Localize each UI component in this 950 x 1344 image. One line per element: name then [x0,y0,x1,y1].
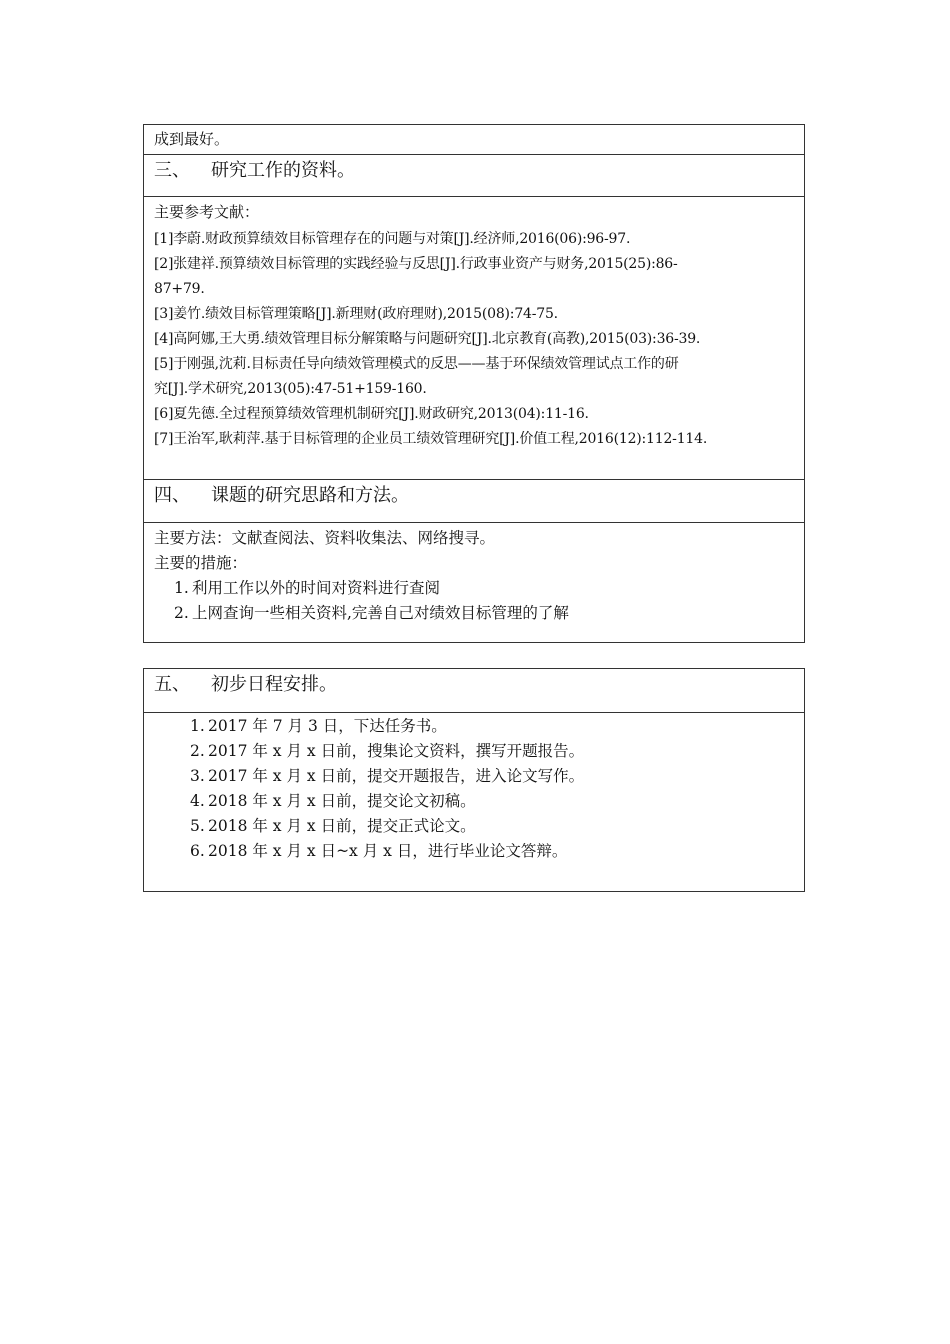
schedule-item [154,789,794,814]
references-title: 主要参考文献： [154,203,260,221]
schedule-item-number: 6. [190,842,205,860]
list-item-number: 1. [174,579,189,597]
schedule-item [154,764,794,789]
reference-line: [2]张建祥.预算绩效目标管理的实践经验与反思[J].行政事业资产与财务,2015(25):86- [154,256,678,272]
schedule-item-text: 2018 年 x 月 x 日前，提交论文初稿。 [208,792,476,810]
schedule-item-text: 2017 年 7 月 3 日，下达任务书。 [208,717,447,735]
schedule-item-number: 2. [190,742,205,760]
schedule-row [144,713,804,891]
section-5-heading-row [144,669,804,713]
section-4-number: 四、 [154,485,190,506]
reference-line: [6]夏先德.全过程预算绩效管理机制研究[J].财政研究,2013(04):11-16. [154,406,589,422]
schedule-item-text: 2017 年 x 月 x 日前，搜集论文资料，撰写开题报告。 [208,742,585,760]
section-4-heading-row [144,480,804,523]
proposal-table-2 [143,668,805,892]
schedule-item [154,714,794,739]
schedule-item-number: 5. [190,817,205,835]
section-3-title: 研究工作的资料。 [211,160,355,181]
list-item [154,576,794,601]
section-4-title: 课题的研究思路和方法。 [211,485,409,506]
schedule-item-text: 2017 年 x 月 x 日前，提交开题报告，进入论文写作。 [208,767,585,785]
reference-line: [3]姜竹.绩效目标管理策略[J].新理财(政府理财),2015(08):74-75. [154,306,558,322]
reference-line: 87+79. [154,281,205,297]
methods-row [144,523,804,642]
schedule-item-number: 1. [190,717,205,735]
section-5-number: 五、 [154,674,190,695]
schedule-item-number: 3. [190,767,205,785]
reference-line: [1]李蔚.财政预算绩效目标管理存在的问题与对策[J].经济师,2016(06):96-97. [154,231,631,247]
schedule-item [154,739,794,764]
list-item [154,601,794,626]
section-3-heading-row [144,155,804,197]
reference-line: 究[J].学术研究,2013(05):47-51+159-160. [154,381,427,397]
reference-line: [5]于刚强,沈莉.目标责任导向绩效管理模式的反思——基于环保绩效管理试点工作的研 [154,356,679,372]
continued-text: 成到最好。 [154,130,230,148]
reference-line: [7]王治军,耿莉萍.基于目标管理的企业员工绩效管理研究[J].价值工程,2016(12):112-114. [154,431,708,447]
references-row [144,197,804,480]
list-item-number: 2. [174,604,189,622]
schedule-item-text: 2018 年 x 月 x 日前，提交正式论文。 [208,817,476,835]
schedule-item [154,839,794,864]
methods-text: 主要方法：文献查阅法、资料收集法、网络搜寻。 [154,529,496,547]
schedule-item [154,814,794,839]
section-5-title: 初步日程安排。 [211,674,337,695]
proposal-table-1 [143,124,805,643]
continued-text-row [144,125,804,155]
reference-line: [4]高阿娜,王大勇.绩效管理目标分解策略与问题研究[J].北京教育(高教),2015(03):36-39. [154,331,701,347]
list-item-text: 利用工作以外的时间对资料进行查阅 [192,579,441,597]
list-item-text: 上网查询一些相关资料,完善自己对绩效目标管理的了解 [192,604,569,622]
section-3-number: 三、 [154,160,190,181]
schedule-item-number: 4. [190,792,205,810]
measures-title: 主要的措施： [154,554,248,572]
schedule-item-text: 2018 年 x 月 x 日~x 月 x 日，进行毕业论文答辩。 [208,842,568,860]
